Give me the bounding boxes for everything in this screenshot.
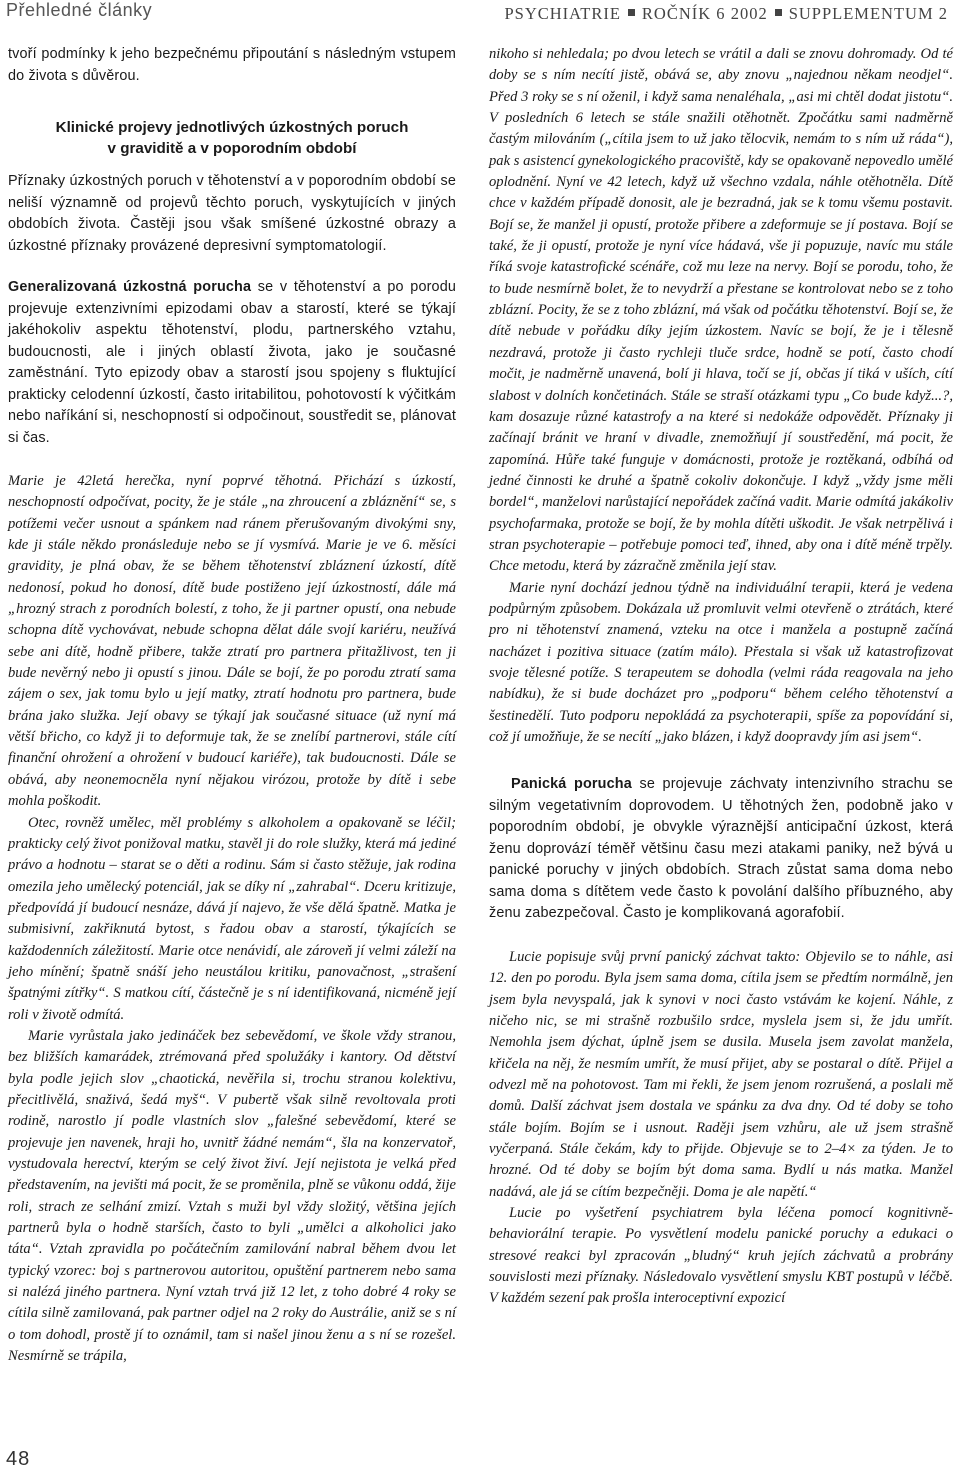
case-lucie-paragraph: Lucie popisuje svůj první panický záchvat takto: Objevilo se to náhle, asi 12. den po porodu. Byla jsem sama doma, cítila jsem se předtím normálně, jen jsem byla nevyspalá, jak k synovi v noci často vstávám ke kojení. Náhle, z ničeho nic, se mi strašně rozbušilo srdce, myslela jsem si, že jdu umřít. Nemohla jsem dýchat, úplně jsem se dusila. Musela jsem zavolat manžela, křičela na něj, že nesmím umřít, že musí přijet, aby se postaral o dítě. Přijel a odvezl mě na pohotovost. Tam mi řekli, že jsem jenom rozrušená, a poslali mě domů. Další záchvat jsem dostala ve spánku za dva dny. Od té doby se toho stále bojím. Bojím se i usnout. Raději jsem vzhůru, ale už jsem strašně vyčerpaná. Stále čekám, kdy to přijde. Objevuje se to 2–4× za týden. Je to hrozné. Od té doby se bojím být doma sama. Bydlí u nás matka. Manžel nadává, ale já se cítím bezpečněji. Doma je ale napětí.“ [489, 948, 953, 1200]
section-heading-line1: Klinické projevy jednotlivých úzkostných poruch [55, 119, 409, 136]
case-marie-father-paragraph: Otec, rovněž umělec, měl problémy s alkoholem a opakovaně se léčil; prakticky celý život ponižoval matku, stavěl ji do role služky, která má jediné právo a hodnotu – starat se o děti a rodinu. Sám si často stěžuje, jak rodina omezila jeho umělecký potenciál, jak se díky ní „zahrabal“. Dceru kritizuje, předpovídá jí budoucí nesnáze, dává jí najevo, že vše dělá špatně. Matka je submisivní, zakřiknutá bytost, s řadou obav a starostí, týkajících se každodenních záležitostí. Marie otce nenávidí, ale zároveň jí velmi záleží na jeho mínění; špatně snáší jeho neustálou kritiku, panovačnost, „strašení špatnými zítřky“. S matkou cítí, částečně je s ní identifikovaná, nicméně její roli v životě odmítá. [8, 814, 456, 1023]
journal-name: PSYCHIATRIE [504, 4, 621, 23]
panic-paragraph [489, 774, 953, 925]
separator-square-icon [775, 9, 782, 16]
section-label: Přehledné články [6, 0, 153, 20]
section-heading-line2: v graviditě a v poporodním období [107, 140, 357, 157]
panic-term: Panická porucha [511, 776, 632, 793]
separator-square-icon [628, 9, 635, 16]
gad-paragraph [8, 277, 456, 449]
case-marie-therapy-paragraph: Marie nyní dochází jednou týdně na individuální terapii, která je vedena podpůrným způsobem. Dokázala už promluvit velmi otevřeně o ztrátách, které pro ni těhotenství znamená, vzteku na otce i manžela a postupně začíná nacházet i pozitiva situace (zatím málo). Přestala si však už katastrofizovat svoje tělesné potíže. S terapeutem se dohodla (velmi ráda reagovala na jeho nabídku), že si bude docházet pro „podporu“ během celého těhotenství a šestinedělí. Tuto podporu nepokládá za psychoterapii, spíše za popovídání si, což jí umožňuje, že se necítí „jako blázen, i když doopravdy jím asi jsem“. [489, 579, 953, 745]
journal-supplement: SUPPLEMENTUM 2 [788, 4, 948, 23]
page-number: 48 [6, 1448, 31, 1470]
journal-header [504, 4, 948, 24]
case-marie-paragraph: Marie je 42letá herečka, nyní poprvé těhotná. Přichází s úzkostí, neschopností odpočívat, pocity, že je stále „na zhroucení a zbláznění“ se, s potížemi večer usnout a spánkem nad ránem přerušovaným divokými sny, kde ji stále někdo pronásleduje nebo se jí vysmívá. Marie je ve 6. měsíci gravidity, je plná obav, že se během těhotenství zbláznení úzkostí, dítě nedonosí, pokud ho donosí, dítě bude postiženo její úzkostností, dále má „hrozný strach z porodních bolestí, z toho, že ji partner opustí, ona nebude schopna dítě vychovávat, nebude schopna dělat dále svojí kariéru, neužívá sebe ani dítě, hodně přibere, takže ztratí pro partnera přitažlivost, ten ji bude nevěrný nebo ji opustí s jinou. Dále se bojí, že po porodu ztratí sama zájem o sex, jak tomu bylo u její matky, ztratí hodnotu pro partnera, bude brána jako služka. Její obavy se týkají jak současné situace (už nyní má větší břicho, co když ji to deformuje tak, že se znelíbí partnerovi, stále cítí finanční ohrožení a ohrožení v budoucí kariéře), tak budoucnosti. Dále se obává, aby neonemocněla nyní nějakou virózou, protože by dítě i sebe mohla poškodit. [8, 473, 456, 810]
case-lucie-therapy-paragraph: Lucie po vyšetření psychiatrem byla léčena pomocí kognitivně- behaviorální terapie. Po vysvětlení modelu panické poruchy a edukaci o stresové reakci byl zpracován „bludný“ kruh jejích záchvatů a probrány souvislosti mezi příznaky. Následovalo vysvětlení smyslu KBT postupů v léčbě. V každém sezení pak prošla interoceptivní expozicí [489, 1204, 953, 1307]
panic-text: se projevuje záchvaty intenzivního strachu se silným vegetativním doprovodem. U těhotných žen, podobně jako v poporodním období, je obvykle výraznější anticipační úzkost, která ženu doprovází téměř většinu času mezi atakami paniky, než bývá u panické poruchy v jiných obdobích. Strach zůstat sama doma nebo sama doma s dítětem vede často k povolání dalšího příbuzného, aby ženu zabezpečoval. Často je komplikovaná agorafobií. [489, 776, 954, 922]
intro-paragraph: tvoří podmínky k jeho bezpečnému připoutání s následným vstupem do života s důvěrou. [8, 46, 456, 84]
journal-volume: ROČNÍK 6 [641, 4, 726, 23]
case-marie-continued-paragraph: nikoho si nehledala; po dvou letech se vrátil a dali se znovu dohromady. Od té doby se s ním necítí jistě, obává se, aby znovu „najednou někam neodjel“. Před 3 roky se s ní oženil, i když sama nenaléhala, „asi mi chtěl dodat jistotu“. V posledních 6 letech se stále snažili otěhotnět. Zpočátku sami nadměrně častým milováním („cítila jsem to už jako tělocvik, nemám to s ním už ráda“), pak s asistencí gynekologického pracoviště, kdy se opakovaně nepovedlo umělé oplodnění. Nyní ve 42 letech, když už všechno vzdala, náhle otěhotněla. Dítě chce v každém případě donosit, ale je bezradná, jak se k tomu všemu postavit. Bojí se, že manžel ji opustí, protože přibere a zdeformuje se jí postava. Bojí se také, že ji opustí, protože je nyní více hádavá, vše ji popuzuje, navíc mu stále říká svoje katastrofické scénáře, což mu leze na nervy. Bojí se porodu, toho, že to bude nesmírně bolet, že to nevydrží a přestane se kontrolovat nebo se z toho zblázní. Pocity, že se z toho zblázní, má však od počátku těhotenství. Bojí se, že dítě nebude v pořádku díky jejím úzkostem. Navíc se bojí, že je i tělesně nezdravá, protože ji často rychleji tluče srdce, hodně se potí, často chodí močit, je nadměrně unavená, bolí ji hlava, točí se jí, občas jí tiká v uších, cítí slabost v dolních končetinách. Stále se straší otázkami typu „Co bude když...?, kam dosazuje různé katastrofy a na které si nedokáže odpovědět. Příznaky ji začínají bránit ve hraní v divadle, znemožňují jí soustředění, má pocit, že zapomíná. Hůře také funguje v domácnosti, protože je roztěkaná, odbíhá od jedné činnosti ke druhé a špatně cokoliv dokončuje. I když „vždy jsme měli bordel“, manželovi narůstající nepořádek začíná vadit. Marie odmítá jakákoliv psychofarmaka, protože se bojí, že by mohla dítěti uškodit. Je však netrpělivá i stran psychoterapie – potřebuje pomoci teď, ihned, aby ona i dítě méně trpěly. Chce metodu, která by zázračně změnila její stav. [489, 46, 953, 575]
symptoms-paragraph: Příznaky úzkostných poruch v těhotenství a v poporodním období se neliší významně od projevů těchto poruch, vyskytujících v jiných obdobích života. Častěji jsou však smíšené úzkostné obrazy a úzkostné příznaky provázené depresivní symptomatologií. [8, 173, 456, 254]
right-column [489, 44, 953, 1310]
left-column [8, 44, 456, 1367]
section-heading [8, 117, 456, 159]
case-marie-history-paragraph: Marie vyrůstala jako jedináček bez sebevědomí, ve škole vždy stranou, bez bližších kamarádek, ztrémovaná před spolužáky i kantory. Od dětství byla podle jejich slov „chaotická, nevěřila si, trochu stranou kolektivu, přecitlivělá, snaživá, šedá myš“. V pubertě však silně revoltovala proti rodině, narostlo jí podle vlastních slov „falešné sebevědomí, které se projevuje jen navenek, hraji ho, uvnitř žádné nemám“, šla na konzervatoř, vystudovala herectví, kterým se celý život živí. Její nejistota je velká před představením, na jevišti má pocit, že se proměnila, plně se vůkonu oddá, žije roli, strach ze selhání zmizí. Vztah s muži byl vždy složitý, většina jejích partnerů byla o hodně starších, často to byli „umělci a alkoholici jako táta“. Vztah zpravidla po počátečním zamilování nabral během dvou let typický vzorec: boj s partnerovou autoritou, opuštění partnerem nebo sama si nalézá jiného partnera. Nyní vztah trvá již 12 let, z toho dobré 4 roky se cítila silně zamilovaná, pak partner odjel na 2 roky do Austrálie, aniž se s ní o tom dohodl, prostě jí to oznámil, tam si našel jinou ženu a s ní se rozešel. Nesmírně se trápila, [8, 1027, 456, 1365]
gad-term: Generalizovaná úzkostná porucha [8, 279, 252, 295]
journal-year: 2002 [730, 4, 768, 23]
gad-text: se v těhotenství a po porodu projevuje extenzivními epizodami obav a starostí, které se týkají jakéhokoliv aspektu těhotenství, plodu, partnerského vztahu, budoucnosti, ale i jiných oblastí života, jako je současné zaměstnání. Tyto epizody obav a starostí jsou spojeny s fluktující prakticky celodenní úzkostí, často iritabilitou, pohotovostí k výčitkám nebo naříkání si, neschopností si odpočinout, soustředit se, plánovat si čas. [8, 279, 456, 446]
